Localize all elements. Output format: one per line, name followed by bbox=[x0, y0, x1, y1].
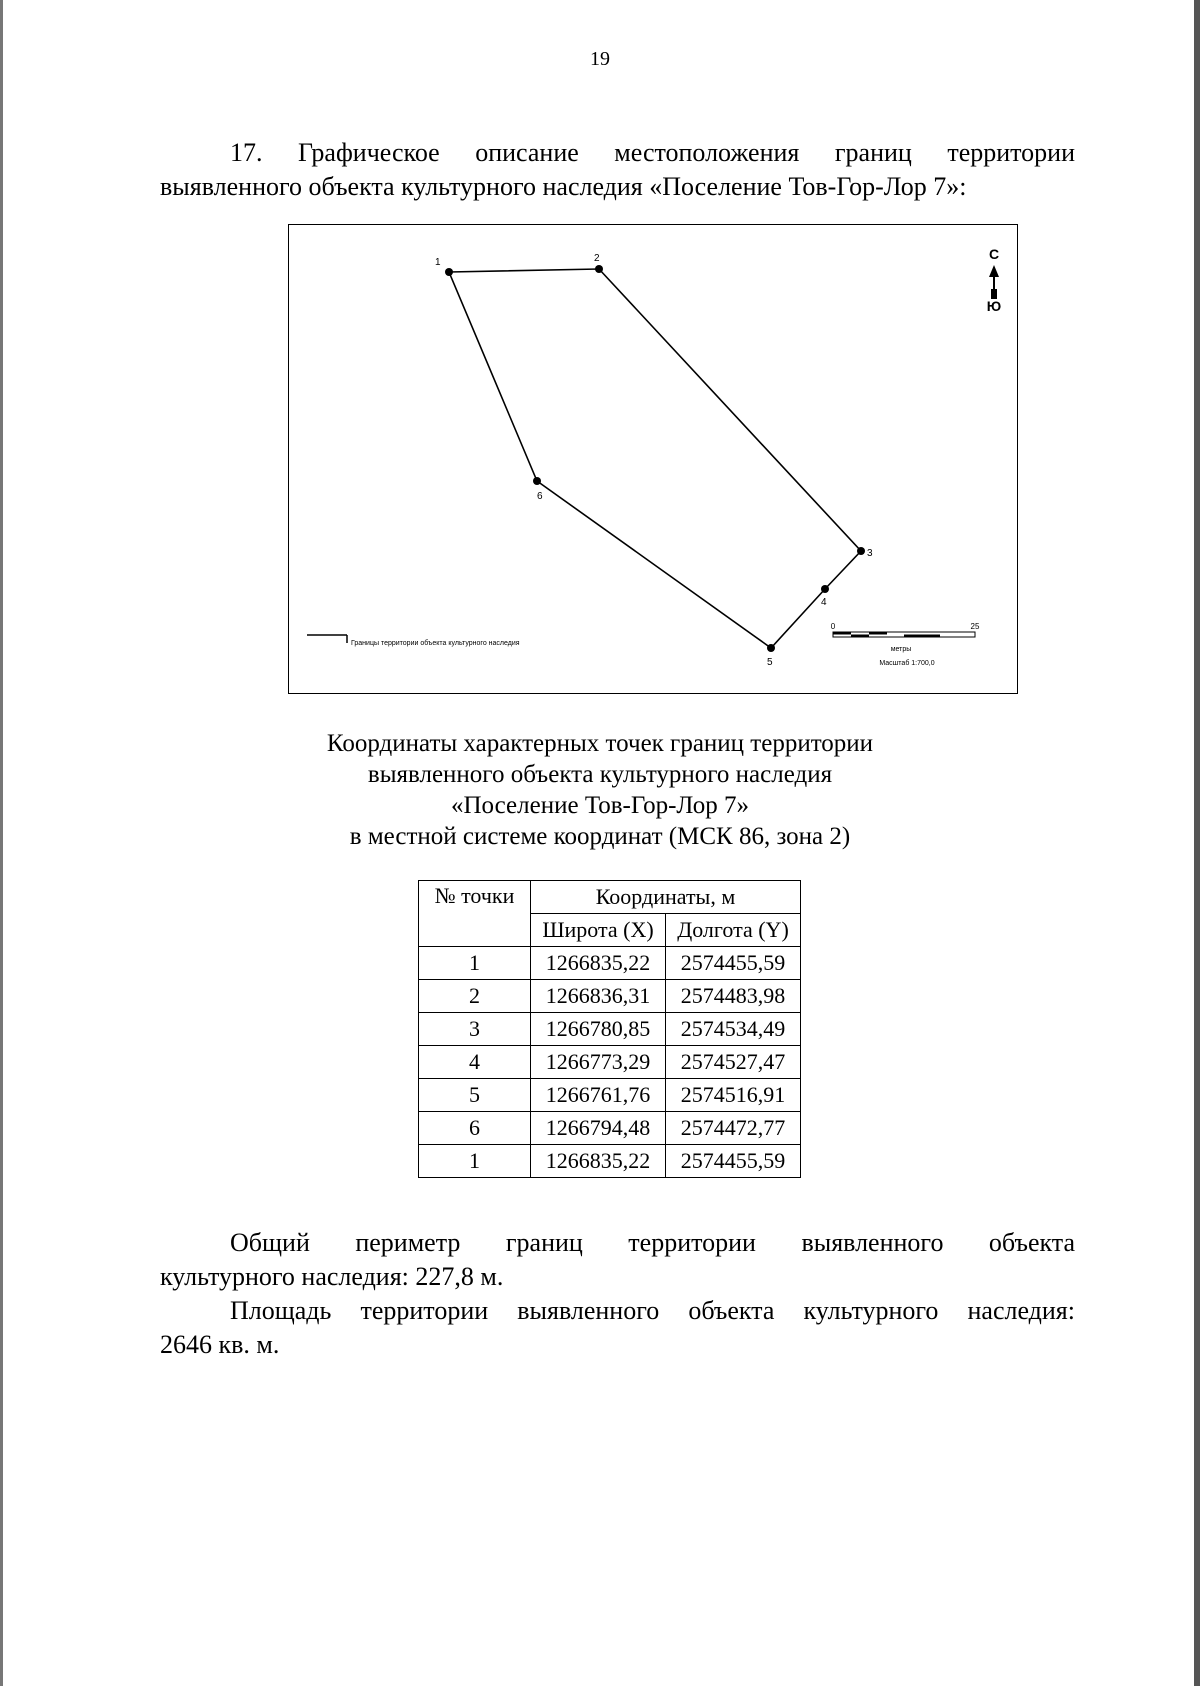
vertex-3 bbox=[857, 547, 865, 555]
header-longitude: Долгота (Y) bbox=[666, 914, 801, 947]
vertex-label-4: 4 bbox=[821, 597, 827, 608]
vertex-label-3: 3 bbox=[867, 548, 873, 559]
south-label: Ю bbox=[986, 298, 1002, 314]
heading-line-1: 17. Графическое описание местоположения границ территории bbox=[230, 138, 1075, 167]
coord-title-line-1: Координаты характерных точек границ территории bbox=[326, 730, 874, 757]
coordinates-table bbox=[418, 880, 801, 1178]
table-row bbox=[419, 947, 801, 980]
cell-point: 6 bbox=[419, 1112, 531, 1145]
cell-y: 2574455,59 bbox=[666, 947, 801, 980]
header-coordinates: Координаты, м bbox=[531, 881, 801, 914]
cell-point: 3 bbox=[419, 1013, 531, 1046]
cell-y: 2574483,98 bbox=[666, 980, 801, 1013]
table-header-row bbox=[419, 881, 801, 914]
cell-x: 1266835,22 bbox=[531, 1145, 666, 1178]
cell-point: 4 bbox=[419, 1046, 531, 1079]
perimeter-line-2: культурного наследия: 227,8 м. bbox=[160, 1262, 504, 1291]
vertex-1 bbox=[445, 268, 453, 276]
cell-point: 5 bbox=[419, 1079, 531, 1112]
north-arrow-icon bbox=[987, 246, 1001, 314]
scale-text: Масштаб 1:700,0 bbox=[879, 660, 935, 667]
coord-title-line-3: «Поселение Тов-Гор-Лор 7» bbox=[450, 792, 750, 819]
table-row bbox=[419, 1112, 801, 1145]
cell-point: 1 bbox=[419, 947, 531, 980]
heading-line-2: выявленного объекта культурного наследия «Поселение Тов-Гор-Лор 7»: bbox=[160, 172, 967, 201]
table-row bbox=[419, 1046, 801, 1079]
vertex-4 bbox=[821, 585, 829, 593]
cell-y: 2574516,91 bbox=[666, 1079, 801, 1112]
scale-bar bbox=[831, 622, 980, 667]
perimeter-paragraph bbox=[160, 1226, 1075, 1294]
vertex-label-5: 5 bbox=[767, 657, 773, 668]
cell-x: 1266761,76 bbox=[531, 1079, 666, 1112]
coord-title-line-2: выявленного объекта культурного наследия bbox=[367, 761, 833, 788]
cell-x: 1266836,31 bbox=[531, 980, 666, 1013]
cell-y: 2574472,77 bbox=[666, 1112, 801, 1145]
cell-x: 1266773,29 bbox=[531, 1046, 666, 1079]
boundary-map bbox=[288, 224, 1018, 694]
vertex-5 bbox=[767, 644, 775, 652]
cell-x: 1266780,85 bbox=[531, 1013, 666, 1046]
coordinates-title bbox=[0, 728, 1200, 852]
table-row bbox=[419, 1079, 801, 1112]
area-line-2: 2646 кв. м. bbox=[160, 1330, 280, 1359]
area-line-1: Площадь территории выявленного объекта культурного наследия: bbox=[230, 1296, 1075, 1325]
page-number: 19 bbox=[590, 48, 610, 70]
cell-y: 2574527,47 bbox=[666, 1046, 801, 1079]
vertex-2 bbox=[595, 265, 603, 273]
header-latitude: Широта (X) bbox=[531, 914, 666, 947]
scale-start: 0 bbox=[830, 622, 836, 631]
perimeter-line-1: Общий периметр границ территории выявленного объекта bbox=[230, 1228, 1075, 1257]
header-point-number: № точки bbox=[419, 881, 531, 947]
cell-x: 1266794,48 bbox=[531, 1112, 666, 1145]
vertex-label-2: 2 bbox=[594, 253, 600, 264]
section-heading bbox=[160, 136, 1075, 204]
table-row bbox=[419, 1145, 801, 1178]
vertex-label-1: 1 bbox=[435, 257, 441, 268]
scale-units: метры bbox=[890, 646, 912, 653]
legend-text: Границы территории объекта культурного наследия bbox=[351, 640, 520, 647]
cell-x: 1266835,22 bbox=[531, 947, 666, 980]
table-row bbox=[419, 980, 801, 1013]
area-paragraph bbox=[160, 1294, 1075, 1362]
boundary-map-svg bbox=[289, 225, 1019, 695]
scale-end: 25 bbox=[970, 622, 980, 631]
vertex-label-6: 6 bbox=[537, 491, 543, 502]
table-row bbox=[419, 1013, 801, 1046]
coord-title-line-4: в местной системе координат (МСК 86, зона 2) bbox=[349, 823, 851, 850]
cell-y: 2574455,59 bbox=[666, 1145, 801, 1178]
north-label: С bbox=[988, 246, 1000, 262]
cell-point: 2 bbox=[419, 980, 531, 1013]
boundary-polygon bbox=[449, 269, 861, 648]
cell-point: 1 bbox=[419, 1145, 531, 1178]
map-legend bbox=[307, 635, 520, 647]
cell-y: 2574534,49 bbox=[666, 1013, 801, 1046]
vertex-6 bbox=[533, 477, 541, 485]
